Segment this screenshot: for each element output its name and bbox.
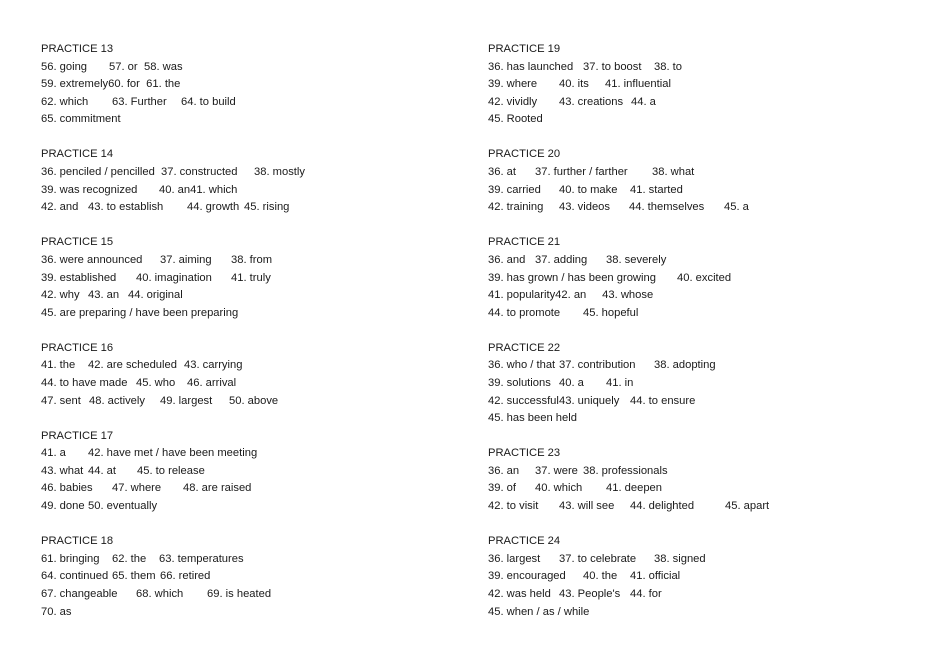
practice-title: PRACTICE 13 [41,43,114,55]
answer-line [41,199,305,217]
answer-line [488,94,769,112]
answer-item: 49. largest [160,394,213,407]
practice-title: PRACTICE 20 [488,148,561,161]
answer-item: 42. successful [488,394,559,407]
practice-block [41,533,305,621]
answer-item: 63. temperatures [159,552,244,565]
answer-item: 43. to establish [88,201,164,214]
answer-line [488,164,769,182]
answer-item: 36. an [488,464,520,477]
answer-line [488,463,769,481]
answer-item: 63. Further [112,95,167,108]
practice-block [488,146,769,216]
answer-item: 50. above [229,394,279,407]
answer-item: 38. mostly [254,166,305,179]
answer-item: 37. were [535,464,578,477]
answer-item: 40. its [559,78,589,91]
answer-item: 64. continued [41,570,109,583]
answer-line [488,357,769,375]
answer-item: 44. to have made [41,377,128,389]
answer-line [488,375,769,393]
answer-item: 65. them [112,570,156,583]
answer-item: 43. whose [602,289,654,302]
answer-item: 36. penciled / pencilled [41,166,155,179]
answer-item: 43. People's [559,587,621,600]
answer-item: 37. to boost [583,60,642,73]
practice-block [41,146,305,216]
answer-line [41,604,305,622]
practice-title: PRACTICE 22 [488,341,561,354]
answer-line [488,305,769,323]
answer-line [488,287,769,305]
answer-item: 41. deepen [606,482,662,495]
answer-line [41,59,305,77]
answer-item: 42. have met / have been meeting [88,447,258,460]
practice-block [41,428,305,516]
answer-item: 40. excited [677,271,732,284]
answer-item: 36. has launched [488,60,574,73]
practice-title: PRACTICE 19 [488,43,561,55]
answer-line [41,111,305,129]
practice-title: PRACTICE 18 [41,535,114,548]
answer-item: 45. Rooted [488,113,543,126]
practice-title: PRACTICE 21 [488,236,561,249]
answer-line [41,76,305,94]
answer-item: 42. and [41,201,79,214]
answer-line [41,480,305,498]
practice-title: PRACTICE 17 [41,429,114,442]
answer-item: 45. are preparing / have been preparing [41,306,239,319]
practice-title: PRACTICE 23 [488,447,561,460]
practice-title: PRACTICE 14 [41,148,114,161]
answer-line [41,586,305,604]
answer-item: 49. done [41,500,85,513]
answer-item: 45. who [136,377,176,389]
answer-item: 45. when / as / while [488,605,590,618]
answer-item: 40. a [559,377,584,389]
answer-line [488,199,769,217]
practice-block [41,41,305,129]
answer-item: 39. carried [488,183,541,196]
answer-line [41,375,305,393]
answer-item: 37. to celebrate [559,552,637,565]
answer-item: 45. apart [725,500,770,513]
answer-item: 43. uniquely [559,394,620,407]
answer-item: 61. bringing [41,552,100,565]
answer-line [41,551,305,569]
answer-line [41,182,305,200]
answer-item: 58. was [144,60,183,73]
practice-block [488,41,769,129]
answer-item: 38. from [231,253,273,266]
practice-block [41,340,305,410]
answer-item: 46. babies [41,482,93,495]
practice-block [488,234,769,322]
answer-item: 56. going [41,60,88,73]
answer-item: 41. which [190,183,238,196]
answer-line [488,182,769,200]
answer-line [41,568,305,586]
answer-line [41,393,305,411]
practice-title: PRACTICE 15 [41,236,114,249]
answer-item: 37. further / farther [535,166,628,179]
answer-item: 36. at [488,166,516,179]
answer-item: 40. which [535,482,583,495]
answer-item: 41. official [630,570,681,583]
answer-item: 41. popularity [488,289,556,302]
answer-item: 38. signed [654,552,706,565]
answer-item: 36. largest [488,552,541,565]
answer-item: 36. and [488,253,526,266]
answer-item: 45. hopeful [583,306,639,319]
answer-line [488,568,769,586]
answer-item: 59. extremely [41,78,109,91]
answer-item: 44. themselves [629,201,705,214]
answer-line [488,59,769,77]
answer-item: 43. videos [559,201,610,214]
practice-block [488,533,769,621]
answer-item: 42. why [41,289,80,302]
answer-line [41,463,305,481]
answer-line [488,498,769,516]
answer-item: 44. to ensure [630,394,696,407]
answer-line [41,270,305,288]
answer-item: 37. aiming [160,253,212,266]
answer-item: 68. which [136,587,184,600]
answer-item: 37. constructed [161,166,238,179]
answer-item: 41. in [606,377,634,389]
answer-item: 65. commitment [41,113,121,126]
answer-item: 39. established [41,271,117,284]
answer-line [41,498,305,516]
answer-item: 41. the [41,359,76,372]
answer-item: 42. was held [488,587,551,600]
answer-item: 41. influential [605,78,671,91]
answer-item: 42. to visit [488,500,539,513]
answer-item: 44. for [630,587,662,600]
answer-line [41,287,305,305]
answer-item: 40. imagination [136,271,212,284]
answer-line [488,586,769,604]
answer-item: 44. to promote [488,306,561,319]
answer-line [488,604,769,622]
answer-item: 42. training [488,201,544,214]
answer-item: 44. at [88,464,116,477]
answer-line [41,164,305,182]
answer-item: 43. what [41,464,84,477]
answer-item: 41. started [630,183,683,196]
answer-item: 37. contribution [559,359,636,372]
answer-item: 40. to make [559,183,618,196]
answer-line [488,252,769,270]
answer-line [488,551,769,569]
answer-item: 40. the [583,570,618,583]
answer-item: 39. of [488,482,516,495]
answer-line [488,76,769,94]
answer-item: 42. are scheduled [88,359,177,372]
answer-line [41,94,305,112]
answer-item: 39. was recognized [41,183,138,196]
answer-item: 50. eventually [88,500,158,513]
answer-line [488,410,769,428]
answer-line [41,445,305,463]
answer-item: 48. actively [89,394,145,407]
answer-item: 38. what [652,166,695,179]
answer-item: 39. has grown / has been growing [488,271,656,284]
answer-item: 44. delighted [630,500,695,513]
answer-item: 61. the [146,78,181,91]
answer-line [488,111,769,129]
right-column [488,41,769,639]
answer-item: 62. the [112,552,147,565]
answer-line [41,357,305,375]
answer-item: 67. changeable [41,587,118,600]
answer-item: 47. sent [41,394,81,407]
practice-block [488,445,769,515]
answer-item: 43. carrying [184,359,243,372]
answer-item: 38. severely [606,253,667,266]
answer-item: 44. growth [187,201,240,214]
answer-item: 70. as [41,605,72,618]
answer-item: 43. an [88,289,120,302]
answer-item: 42. an [555,289,587,302]
answer-item: 36. were announced [41,253,143,266]
answer-item: 38. professionals [583,464,668,477]
answer-item: 44. original [128,289,183,302]
answer-item: 39. where [488,78,538,91]
answer-item: 38. adopting [654,359,716,372]
answer-item: 46. arrival [187,377,237,389]
answer-line [488,393,769,411]
answer-item: 57. or [109,60,138,73]
answer-item: 45. rising [244,201,290,214]
answer-item: 64. to build [181,95,236,108]
answer-item: 43. creations [559,95,624,108]
answer-item: 38. to [654,60,682,73]
answer-item: 39. encouraged [488,570,566,583]
answer-item: 43. will see [559,500,615,513]
answer-item: 39. solutions [488,377,551,389]
answer-item: 66. retired [160,570,211,583]
answer-item: 44. a [631,95,656,108]
answer-item: 62. which [41,95,89,108]
practice-block [488,340,769,428]
answer-line [41,252,305,270]
answer-item: 41. a [41,447,66,460]
practice-title: PRACTICE 16 [41,341,114,354]
answer-item: 41. truly [231,271,271,284]
answer-item: 45. has been held [488,412,577,425]
answer-item: 37. adding [535,253,588,266]
practice-title: PRACTICE 24 [488,535,561,548]
answer-item: 69. is heated [207,587,272,600]
answer-item: 60. for [108,78,140,91]
answer-line [488,480,769,498]
answer-item: 48. are raised [183,482,252,495]
answer-item: 36. who / that [488,359,556,372]
answer-item: 45. to release [137,464,205,477]
answer-item: 40. an [159,183,191,196]
answer-item: 47. where [112,482,162,495]
answer-line [41,305,305,323]
left-column [41,41,305,639]
answer-item: 45. a [724,201,749,214]
answer-item: 42. vividly [488,95,538,108]
answer-line [488,270,769,288]
practice-block [41,234,305,322]
